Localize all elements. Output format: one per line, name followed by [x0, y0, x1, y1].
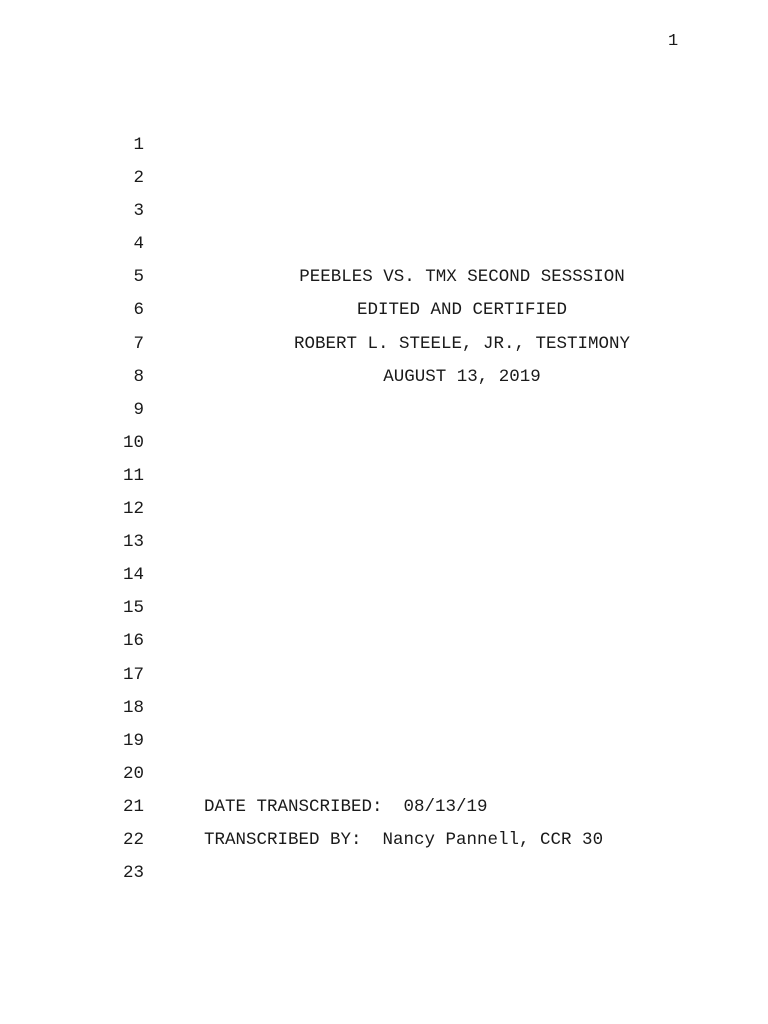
transcript-line [0, 134, 768, 167]
line-number: 8 [133, 366, 144, 387]
transcript-line [0, 432, 768, 465]
line-number: 12 [122, 499, 144, 520]
line-number: 9 [133, 399, 144, 420]
line-number: 11 [122, 465, 144, 486]
transcript-line [0, 763, 768, 796]
transcript-line [0, 664, 768, 697]
line-number: 2 [133, 168, 144, 189]
transcript-line [0, 730, 768, 763]
line-number: 6 [133, 300, 144, 321]
transcript-line [0, 697, 768, 730]
transcript-line [0, 796, 768, 829]
transcribed-by: TRANSCRIBED BY: Nancy Pannell, CCR 30 [204, 829, 604, 850]
transcript-line [0, 465, 768, 498]
transcript-line [0, 233, 768, 266]
line-number: 7 [133, 333, 144, 354]
transcript-line [0, 200, 768, 233]
transcript-line [0, 167, 768, 200]
transcript-line [0, 531, 768, 564]
line-number: 13 [122, 532, 144, 553]
line-number: 14 [122, 565, 144, 586]
transcript-line [0, 399, 768, 432]
line-number: 5 [133, 267, 144, 288]
session-date: AUGUST 13, 2019 [383, 366, 541, 387]
testimony-heading: ROBERT L. STEELE, JR., TESTIMONY [293, 333, 631, 354]
transcript-body [0, 134, 768, 895]
transcript-line [0, 564, 768, 597]
line-number: 18 [122, 697, 144, 718]
case-title: PEEBLES VS. TMX SECOND SESSSION [299, 267, 625, 288]
line-number: 17 [122, 664, 144, 685]
transcript-line [0, 630, 768, 663]
transcript-line [0, 299, 768, 332]
page-number: 1 [668, 32, 679, 51]
date-transcribed: DATE TRANSCRIBED: 08/13/19 [204, 796, 488, 817]
line-number: 3 [133, 201, 144, 222]
transcript-line [0, 266, 768, 299]
transcript-line [0, 829, 768, 862]
transcript-line [0, 366, 768, 399]
transcript-line [0, 498, 768, 531]
line-number: 19 [122, 730, 144, 751]
line-number: 15 [122, 598, 144, 619]
line-number: 1 [133, 135, 144, 155]
line-number: 4 [133, 234, 144, 255]
line-number: 22 [122, 829, 144, 850]
line-number: 10 [122, 432, 144, 453]
transcript-line [0, 333, 768, 366]
transcript-line [0, 597, 768, 630]
line-number: 16 [122, 631, 144, 652]
line-number: 23 [122, 863, 144, 884]
line-number: 21 [122, 796, 144, 817]
line-number: 20 [122, 763, 144, 784]
transcript-line [0, 862, 768, 895]
edited-certified-heading: EDITED AND CERTIFIED [356, 300, 568, 321]
